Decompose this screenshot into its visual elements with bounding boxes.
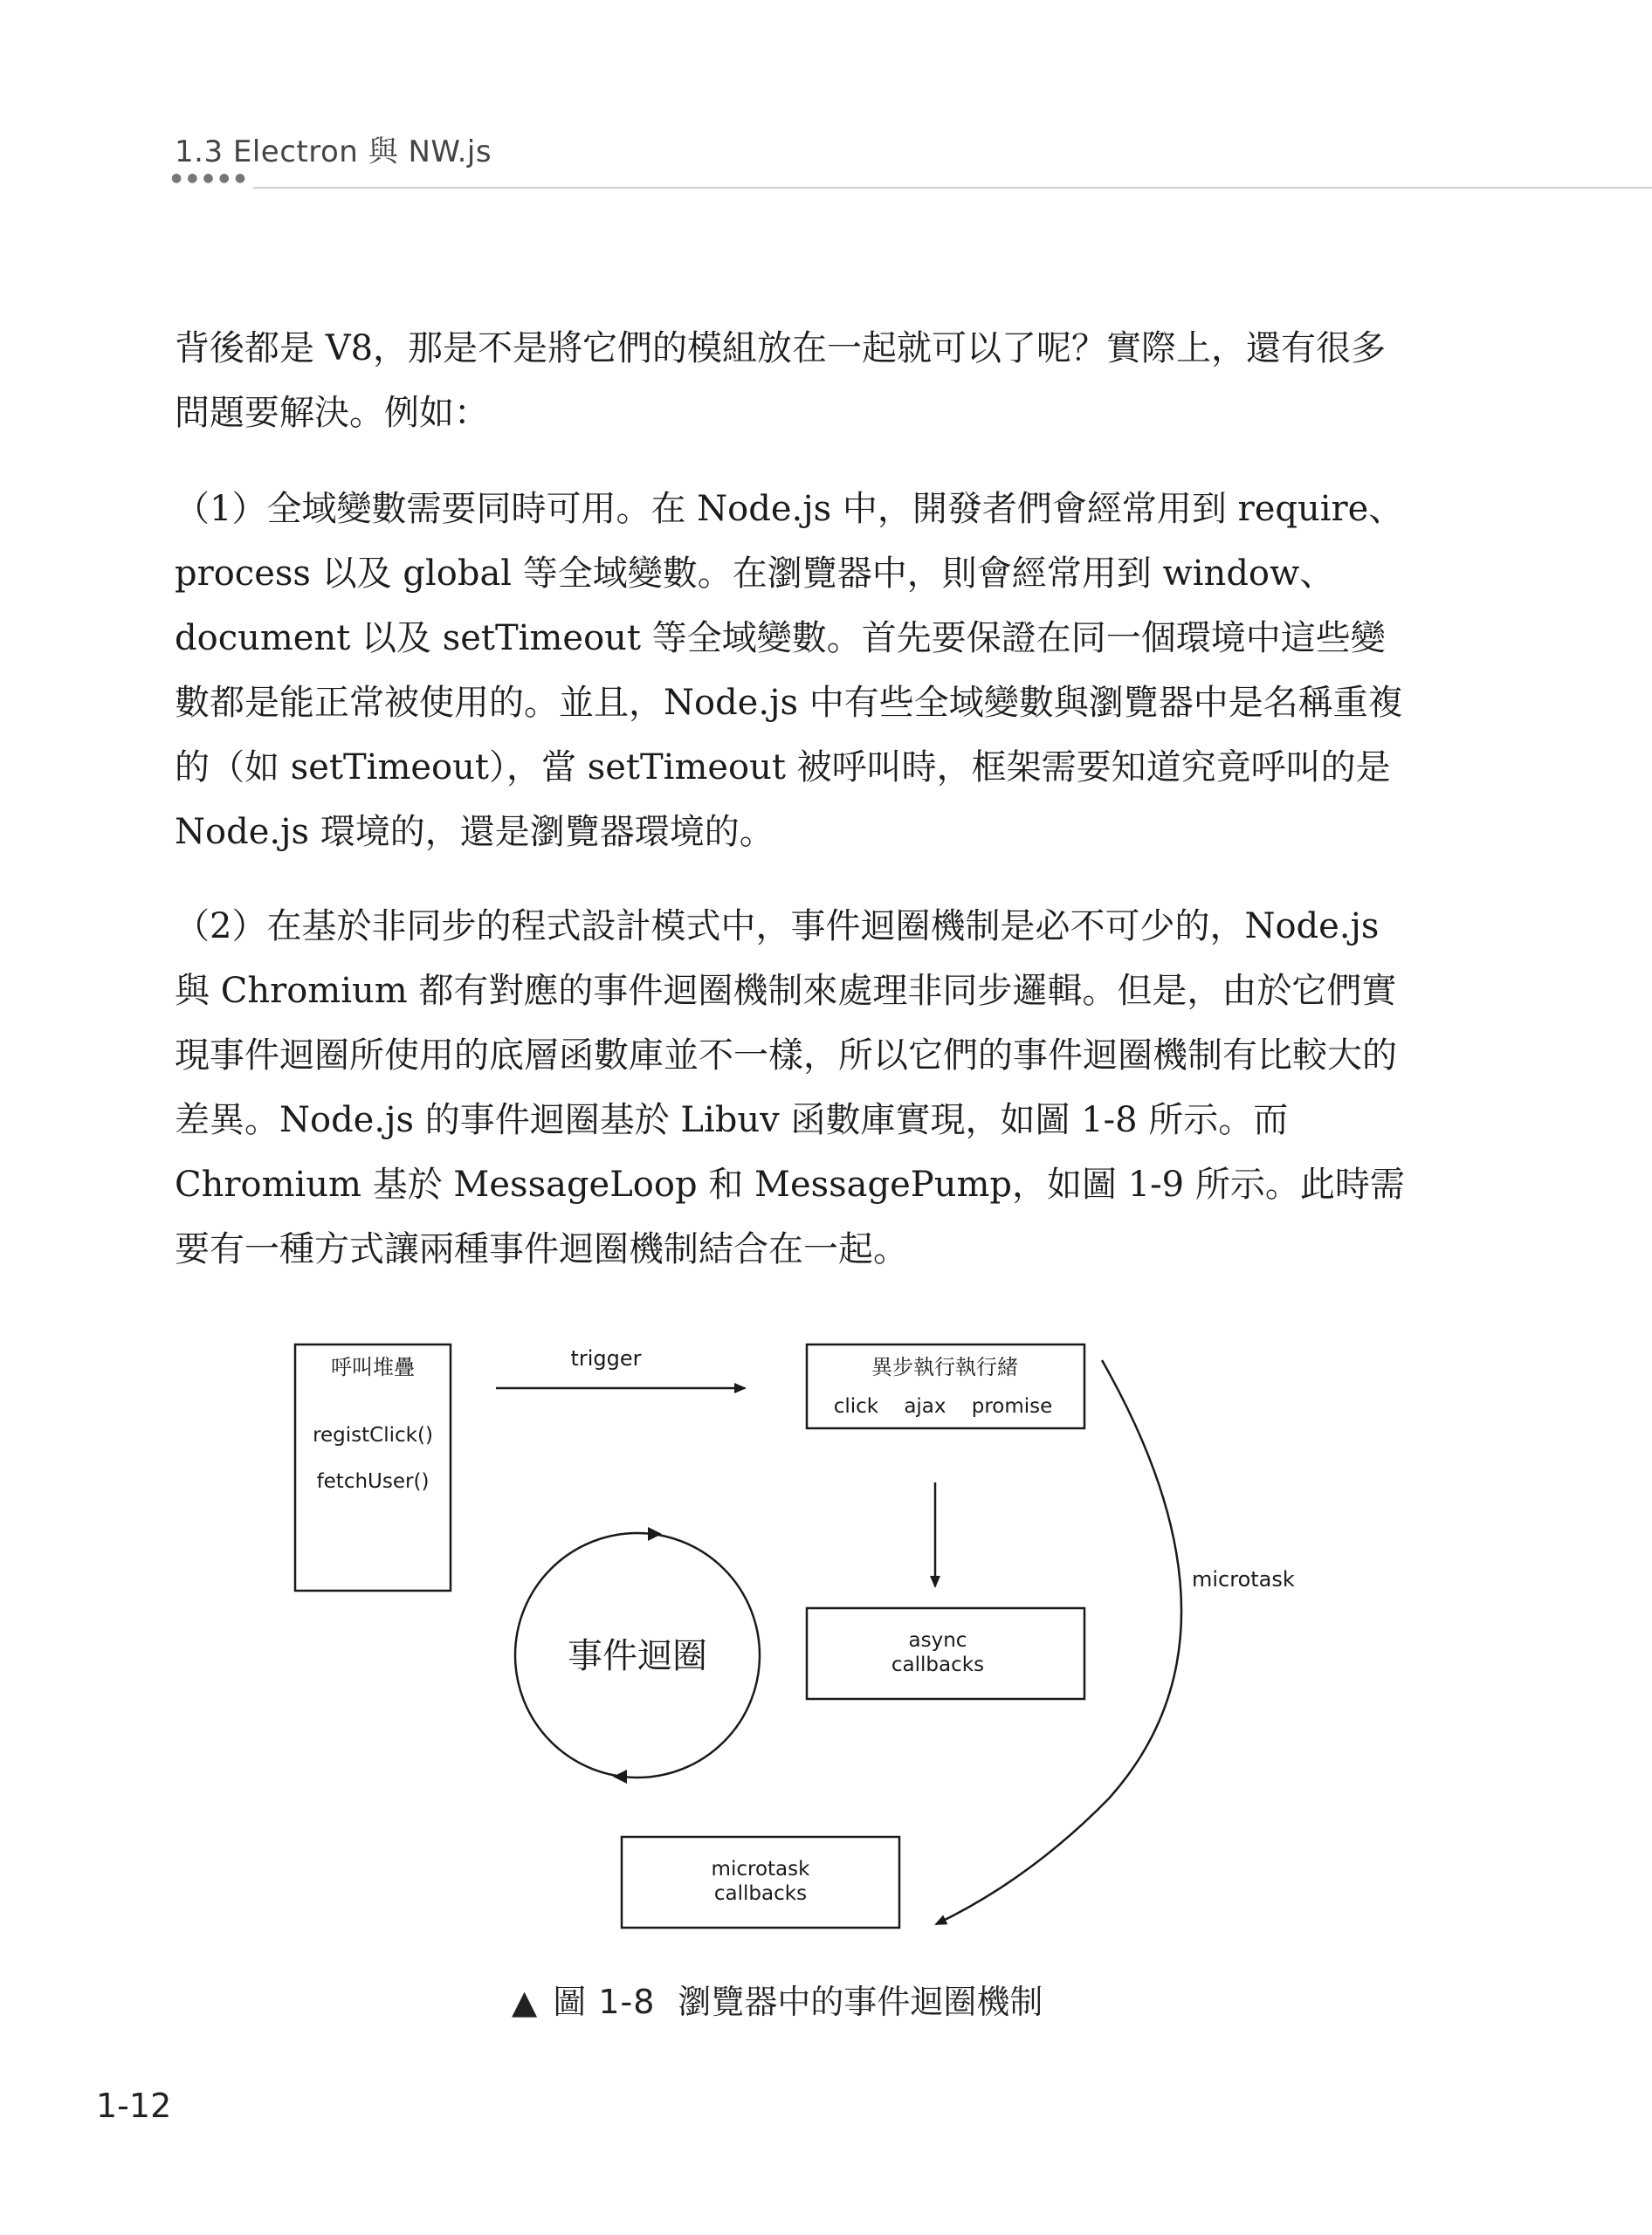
call-stack-title: 呼叫堆疊 [331,1355,415,1379]
diagram-canvas [279,1318,1327,1964]
caption-number: 圖 1-8 [553,1983,656,2021]
paragraph-item-2 [175,894,1406,1310]
trigger-label: trigger [570,1346,642,1371]
async-callbacks-label: async [908,1629,967,1652]
header-rule [253,187,1652,189]
header-dots: ●●●●● [171,171,251,185]
call-stack-item: fetchUser() [316,1470,430,1493]
paragraph-intro [175,316,1406,473]
paragraph-item-1 [175,477,1406,892]
call-stack-item: registClick() [313,1424,433,1447]
figure-caption [512,1975,1043,2023]
loop-arrowhead-top [648,1527,662,1541]
paragraph-text: （2）在基於非同步的程式設計模式中，事件迴圈機制是必不可少的，Node.js 與 Chromium 都有對應的事件迴圈機制來處理非同步邏輯。但是，由於它們實現事件迴圈所使用的底層函數庫並不一樣，所以它們的事件迴圈機制有比較大的差異。Node.js 的事件迴圈基於 Libuv 函數庫實現，如圖 1-8 所示。而 Chromium 基於 MessageLoop 和 MessagePump，如圖 1-9 所示。此時需要有一種方式讓兩種事件迴圈機制結合在一起。 [175,906,1405,1269]
async-threads-items: click ajax promise [833,1395,1053,1418]
loop-arrowhead-bottom [613,1770,627,1784]
paragraph-text: （1）全域變數需要同時可用。在 Node.js 中，開發者們會經常用到 require、process 以及 global 等全域變數。在瀏覽器中，則會經常用到 window、document 以及 setTimeout 等全域變數。首先要保證在同一個環境中這些變數都是能正常被使用的。並且，Node.js 中有些全域變數與瀏覽器中是名稱重複的（如 setTimeout），當 setTimeout 被呼叫時，框架需要知道究竟呼叫的是 Node.js 環境的，還是瀏覽器環境的。 [175,489,1404,852]
async-callbacks-label: callbacks [891,1654,985,1676]
caption-marker: ▲ [512,1983,538,2021]
running-header: 1.3 Electron 與 NW.js [175,134,492,169]
event-loop-diagram [279,1318,1327,1964]
async-threads-title: 異步執行執行緒 [871,1355,1018,1379]
microtask-callbacks-label: microtask [711,1858,810,1881]
microtask-label: microtask [1192,1567,1295,1592]
paragraph-text: 背後都是 V8，那是不是將它們的模組放在一起就可以了呢？實際上，還有很多問題要解決。例如： [175,328,1387,433]
microtask-callbacks-label: callbacks [713,1882,808,1905]
event-loop-label: 事件迴圈 [568,1636,707,1676]
page-number: 1-12 [96,2087,172,2125]
caption-text: 瀏覽器中的事件迴圈機制 [678,1983,1043,2021]
call-stack-box [295,1344,451,1591]
